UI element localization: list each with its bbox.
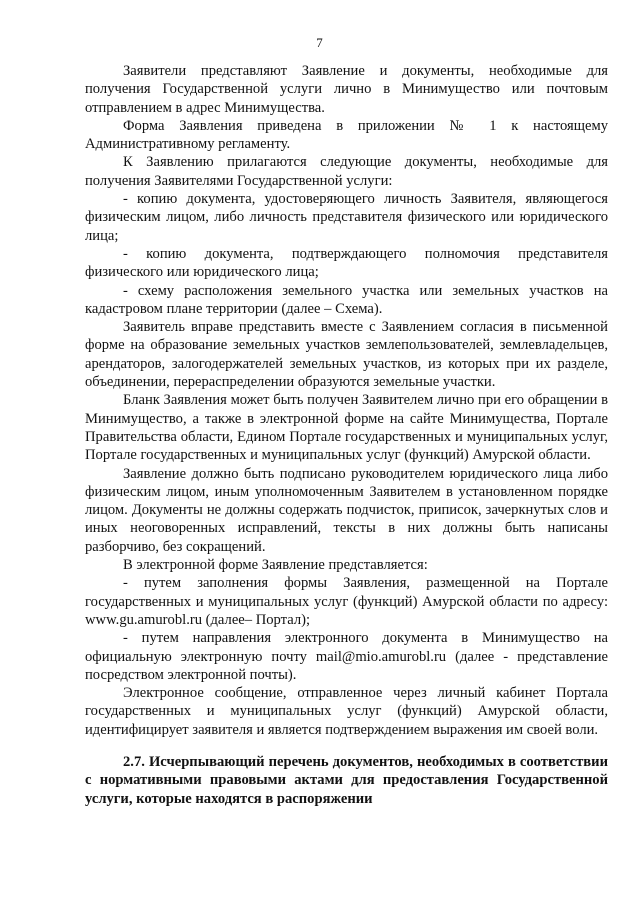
paragraph-electronic-form: В электронной форме Заявление представляется:	[123, 557, 428, 574]
list-item-identity-document: - копию документа, удостоверяющего личность Заявителя, являющегося физическим лицом, либо личность представителя физического или юридического лица;	[85, 191, 608, 244]
paragraph-form-appendix: Форма Заявления приведена в приложении № 1 к настоящему Административному регламенту.	[85, 117, 608, 153]
paragraph-signature-requirements: Заявление должно быть подписано руководителем юридического лица либо физическим лицом, иным уполномоченным Заявителем в установленном порядке лицом. Документы не должны содержать подчисток, приписок, зачеркнутых слов и иных неоговоренных исправлений, тексты в них должны быть написаны разборчиво, без сокращений.	[85, 465, 608, 555]
paragraph-electronic-message: Электронное сообщение, отправленное через личный кабинет Портала государственных и муниципальных услуг (функций) Амурской области, идентифицирует заявителя и является подтверждением выражения им своей воли.	[85, 685, 608, 738]
list-item-portal-submission: - путем заполнения формы Заявления, размещенной на Портале государственных и муниципальных услуг (функций) Амурской области по адресу: www.gu.amurobl.ru (далее– Портал);	[85, 575, 608, 628]
page-number: 7	[316, 35, 323, 50]
list-item-land-plot-scheme: - схему расположения земельного участка или земельных участков на кадастровом плане территории (далее – Схема).	[85, 282, 608, 317]
paragraph-consents: Заявитель вправе представить вместе с Заявлением согласия в письменной форме на образование земельных участков землепользователей, землевладельцев, арендаторов, залогодержателей земельных участков, из которых при их разделе, объединении, перераспределении образуются земельные участки.	[85, 319, 608, 391]
paragraph-attached-documents: К Заявлению прилагаются следующие документы, необходимые для получения Заявителями Государственной услуги:	[85, 154, 608, 189]
document-body	[85, 62, 608, 808]
paragraph-form-availability: Бланк Заявления может быть получен Заявителем лично при его обращении в Минимущество, а также в электронной форме на сайте Минимущества, Портале Правительства области, Едином Портале государственных и муниципальных услуг, Портале государственных и муниципальных услуг (функций) Амурской области.	[85, 392, 608, 464]
list-item-email-submission: - путем направления электронного документа в Минимущество на официальную электронную почту mail@mio.amurobl.ru (далее - представление посредством электронной почты).	[85, 630, 608, 683]
section-heading-2-7: 2.7. Исчерпывающий перечень документов, необходимых в соответствии с нормативными правовыми актами для предоставления Государственной услуги, которые находятся в распоряжении	[85, 753, 608, 807]
paragraph-submission: Заявители представляют Заявление и документы, необходимые для получения Государственной услуги лично в Минимущество или почтовым отправлением в адрес Минимущества.	[85, 63, 608, 116]
list-item-authority-document: - копию документа, подтверждающего полномочия представителя физического или юридического лица;	[85, 245, 608, 281]
